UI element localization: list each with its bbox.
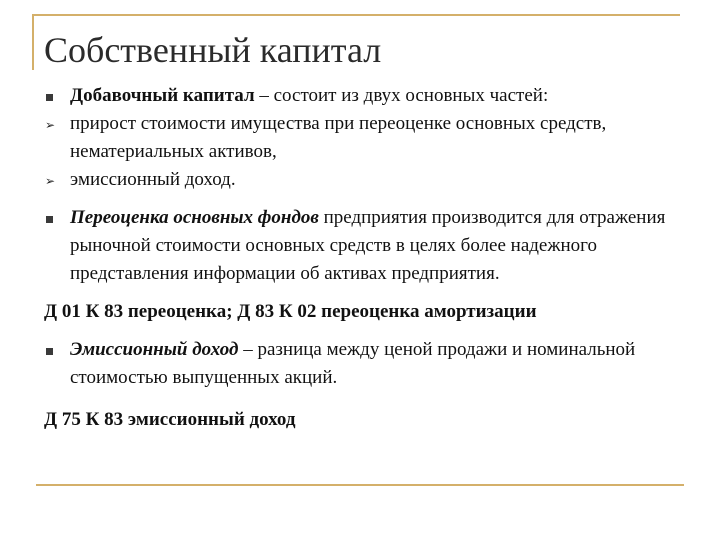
square-bullet-icon [44,336,62,364]
slide-content [44,82,680,434]
slide-title: Собственный капитал [44,30,382,70]
bullet-revaluation [44,204,680,288]
sub-bullet-text: эмиссионный доход. [70,169,236,190]
top-horizontal-rule [32,14,680,16]
sub-bullet-text: прирост стоимости имущества при переоценке основных средств, нематериальных активов, [70,113,607,162]
square-bullet-icon [44,204,62,232]
arrow-bullet-icon: ➢ [45,174,56,188]
sub-bullet-revaluation-growth [44,110,680,166]
bullet-text: – разница между ценой продажи и номинальной стоимостью выпущенных акций. [70,339,636,388]
accounting-entry-revaluation: Д 01 К 83 переоценка; Д 83 К 02 переоценка амортизации [44,301,537,322]
bottom-horizontal-rule [36,484,684,486]
term-revaluation: Переоценка основных фондов [70,207,319,228]
bullet-emission-income [44,336,680,392]
sub-bullet-emission-income [44,166,680,194]
arrow-bullet-icon: ➢ [45,118,56,132]
top-left-vertical-rule [32,14,34,70]
term-additional-capital: Добавочный капитал [70,85,255,106]
accounting-entry-emission: Д 75 К 83 эмиссионный доход [44,409,296,430]
term-emission-income: Эмиссионный доход [70,339,239,360]
square-bullet-icon [44,82,62,110]
bullet-text: предприятия производится для отражения рыночной стоимости основных средств в целях более надежного представления информации об активах предприятия. [70,207,666,284]
bullet-additional-capital [44,82,680,110]
bullet-text: – состоит из двух основных частей: [254,85,549,106]
